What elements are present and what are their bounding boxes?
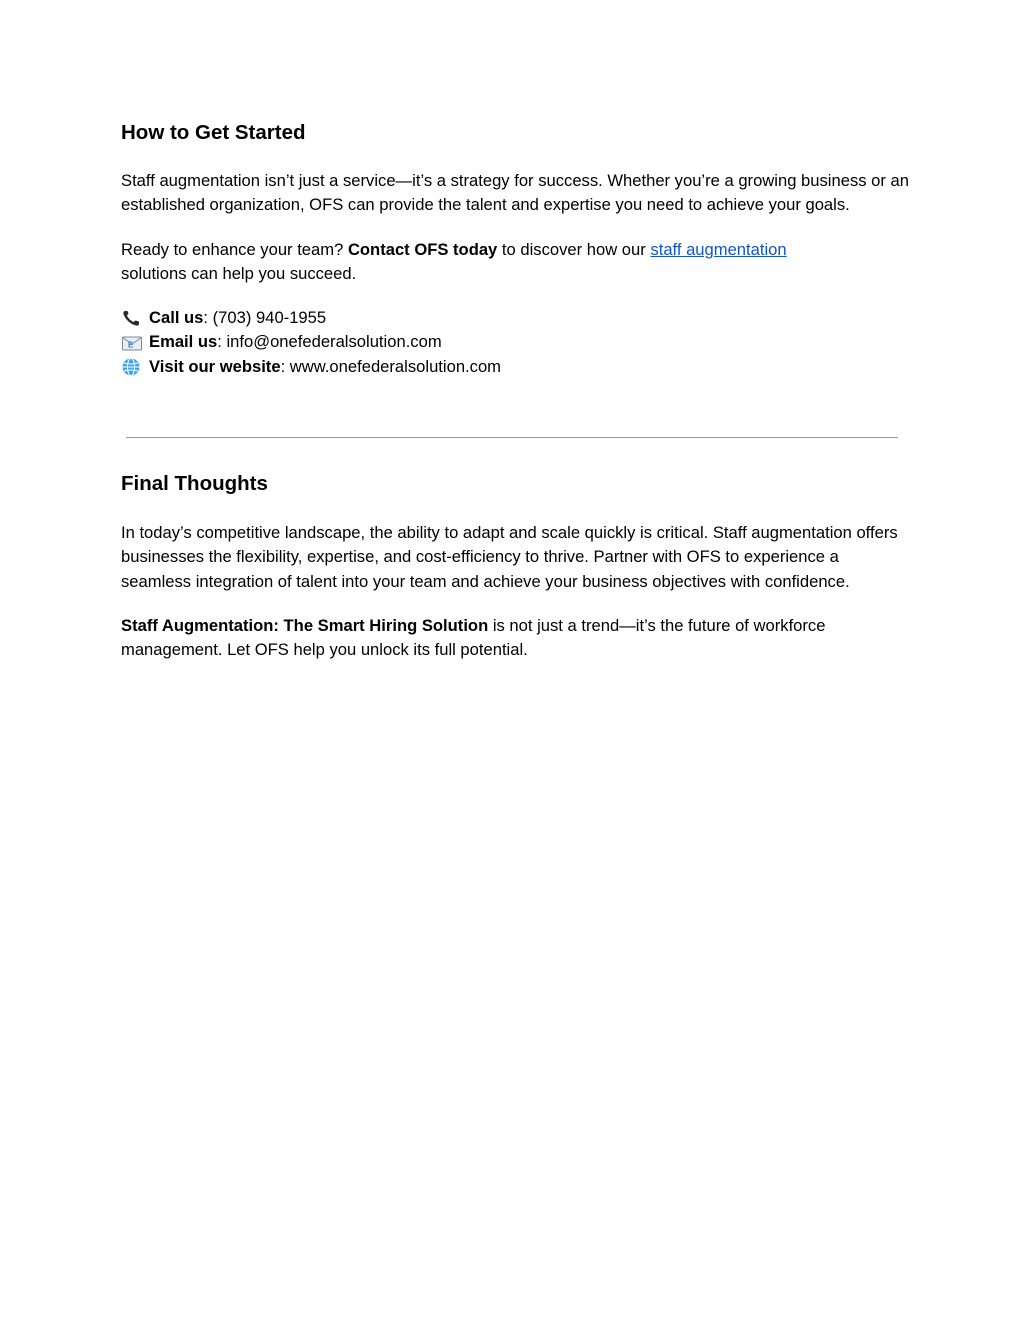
- call-value: : (703) 940-1955: [203, 308, 327, 328]
- section-final-thoughts: [121, 470, 911, 662]
- cta-text-middle: to discover how our: [497, 239, 651, 259]
- email-icon: [121, 333, 143, 353]
- call-label: Call us: [149, 308, 204, 328]
- horizontal-divider: [126, 437, 898, 438]
- cta-text-before: Ready to enhance your team?: [121, 239, 348, 259]
- contact-website: [121, 355, 911, 379]
- cta-bold-text: Contact OFS today: [347, 239, 498, 259]
- closing-text: is not just a trend—it’s the future of workforce management. Let OFS help you unlock its full potential.: [121, 615, 826, 660]
- contact-email: [121, 330, 911, 354]
- contact-call: [121, 306, 911, 330]
- cta-paragraph: [121, 238, 911, 287]
- contact-list: [121, 306, 911, 379]
- section-how-to-get-started: [121, 119, 911, 379]
- email-label: Email us: [149, 332, 218, 352]
- email-value: : info@onefederalsolution.com: [217, 332, 442, 352]
- closing-paragraph: [121, 614, 911, 663]
- website-value: : www.onefederalsolution.com: [280, 356, 502, 376]
- section-title: Final Thoughts: [121, 472, 268, 495]
- final-paragraph: In today’s competitive landscape, the ability to adapt and scale quickly is critical. Staff augmentation offers businesses the flexibility, expertise, and cost-efficiency to thrive. Partner with OFS to experience a seamless integration of talent into your team and achieve your business objectives with confidence.: [121, 523, 898, 591]
- website-label: Visit our website: [149, 356, 281, 376]
- section-title: How to Get Started: [121, 121, 306, 144]
- phone-icon: [121, 308, 143, 328]
- cta-text-after: solutions can help you succeed.: [121, 263, 357, 283]
- svg-text:E: E: [128, 340, 134, 350]
- closing-bold-text: Staff Augmentation: The Smart Hiring Solution: [121, 615, 489, 635]
- globe-icon: [121, 357, 143, 377]
- intro-paragraph: Staff augmentation isn’t just a service—it’s a strategy for success. Whether you’re a growing business or an established organization, OFS can provide the talent and expertise you need to achieve your goals.: [121, 171, 909, 215]
- staff-augmentation-link[interactable]: staff augmentation: [650, 239, 787, 259]
